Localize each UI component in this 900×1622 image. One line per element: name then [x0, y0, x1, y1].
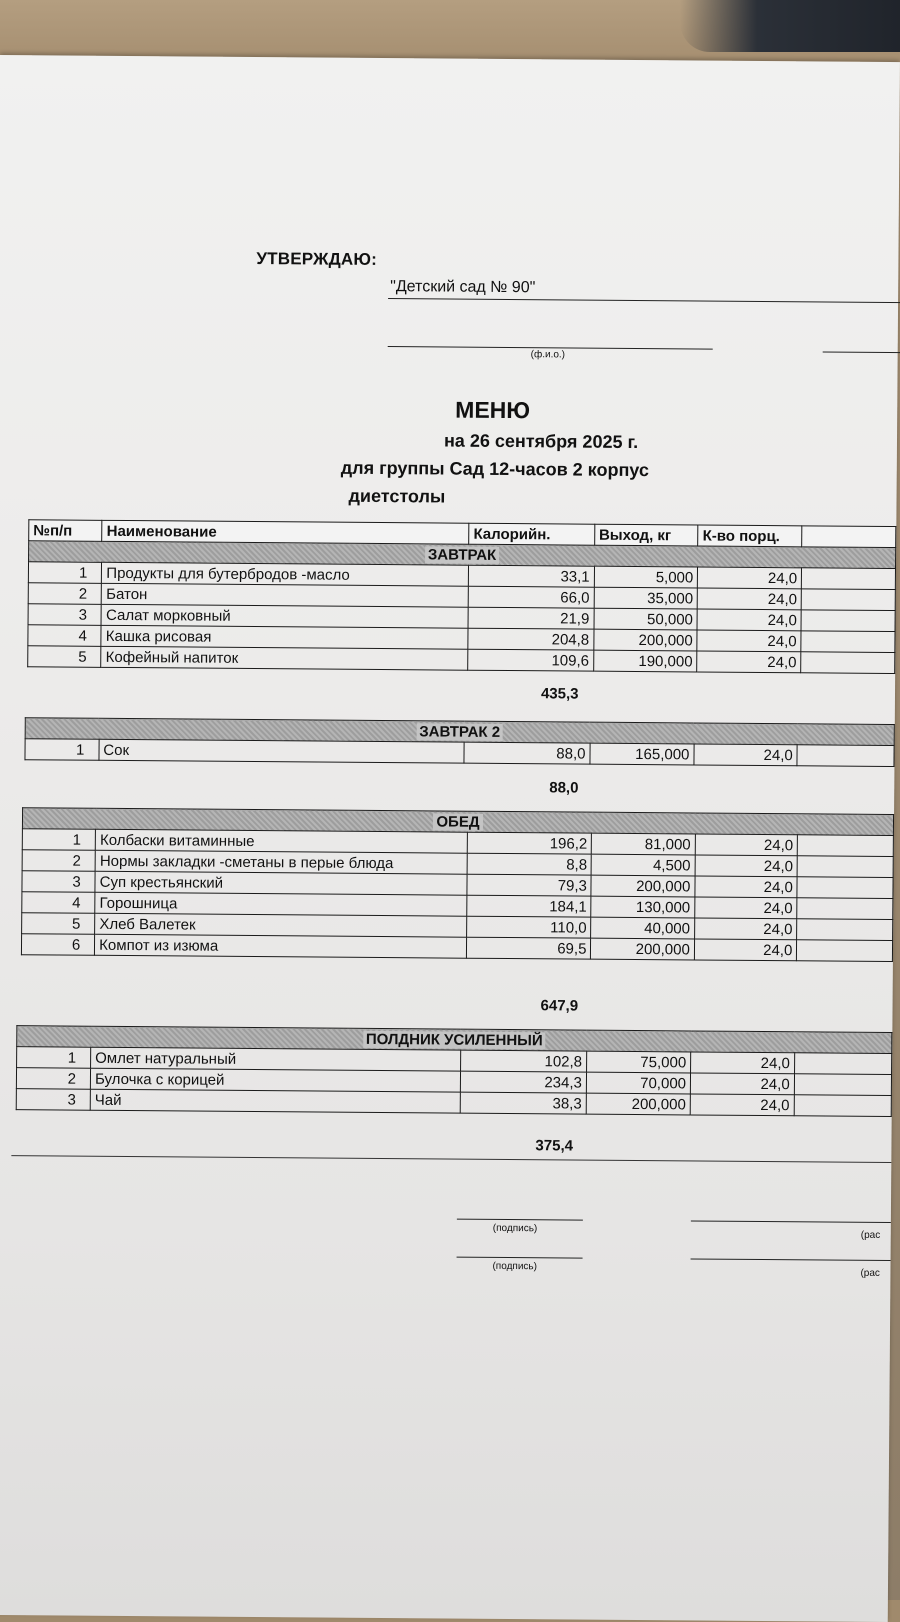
- signature-line-2: [457, 1257, 583, 1259]
- row-name: Сок: [99, 739, 465, 763]
- row-output: 200,000: [591, 938, 695, 960]
- menu-title: МЕНЮ: [455, 396, 531, 424]
- section-title: ОБЕД: [433, 813, 482, 830]
- row-output: 190,000: [593, 650, 697, 672]
- organization-name: "Детский сад № 90": [390, 278, 536, 297]
- row-portions: 24,0: [695, 897, 798, 919]
- row-calories: 33,1: [469, 565, 595, 587]
- col-num-header: №п/п: [29, 520, 103, 542]
- row-calories: 109,6: [468, 649, 594, 671]
- row-portions: 24,0: [690, 1094, 794, 1116]
- row-extra: [802, 568, 896, 590]
- row-extra: [794, 1074, 891, 1096]
- row-name: Горошница: [95, 892, 466, 916]
- row-name: Суп крестьянский: [95, 871, 466, 895]
- row-output: 200,000: [586, 1093, 690, 1115]
- fio-caption: (ф.и.о.): [530, 349, 566, 361]
- row-calories: 234,3: [460, 1071, 587, 1093]
- row-portions: 24,0: [697, 609, 801, 631]
- section-total: 647,9: [540, 997, 579, 1015]
- row-num: 4: [22, 892, 95, 914]
- row-num: 5: [22, 913, 95, 935]
- row-name: Продукты для бутербродов -масло: [102, 562, 469, 586]
- section-title: ПОЛДНИК УСИЛЕННЫЙ: [363, 1030, 546, 1048]
- table-breakfast: [27, 519, 896, 674]
- approve-heading: УТВЕРЖДАЮ:: [256, 249, 378, 269]
- menu-date: на 26 сентября 2025 г.: [443, 430, 639, 453]
- row-name: Батон: [102, 583, 469, 607]
- row-name: Хлеб Валетек: [95, 913, 466, 937]
- row-num: 3: [28, 604, 102, 626]
- row-calories: 204,8: [468, 628, 594, 650]
- row-extra: [797, 856, 893, 878]
- decode-line-1: [691, 1220, 891, 1223]
- row-extra: [797, 898, 893, 920]
- col-calories-header: Калорийн.: [469, 523, 595, 545]
- table-afternoon-snack: [16, 1025, 893, 1117]
- row-calories: 79,3: [466, 874, 591, 896]
- row-name: Колбаски витаминные: [95, 829, 466, 853]
- row-num: 2: [16, 1068, 90, 1090]
- row-portions: 24,0: [698, 588, 802, 610]
- section-title: ЗАВТРАК 2: [416, 723, 503, 741]
- row-output: 50,000: [594, 608, 698, 630]
- decode-caption-2: (рас: [860, 1267, 880, 1279]
- row-output: 5,000: [594, 566, 698, 588]
- menu-diet: диетстолы: [348, 485, 446, 507]
- row-portions: 24,0: [695, 834, 798, 856]
- row-num: 6: [21, 934, 94, 956]
- row-extra: [797, 877, 893, 899]
- row-extra: [798, 835, 894, 857]
- row-portions: 24,0: [695, 876, 798, 898]
- row-extra: [794, 1053, 891, 1075]
- row-calories: 69,5: [466, 937, 591, 959]
- signature-caption-2: (подпись): [492, 1260, 538, 1273]
- row-num: 1: [25, 739, 99, 761]
- row-name: Кашка рисовая: [101, 625, 468, 649]
- row-calories: 8,8: [467, 853, 592, 875]
- row-num: 1: [28, 562, 102, 584]
- row-num: 2: [22, 850, 95, 872]
- table-lunch: [21, 807, 894, 962]
- row-name: Нормы закладки -сметаны в перые блюда: [95, 850, 466, 874]
- section-total: 375,4: [535, 1137, 574, 1155]
- row-num: 1: [22, 829, 95, 851]
- menu-group: для группы Сад 12-часов 2 корпус: [340, 457, 650, 481]
- signature-caption-1: (подпись): [492, 1222, 538, 1235]
- section-title: ЗАВТРАК: [425, 546, 499, 564]
- row-name: Салат морковный: [101, 604, 468, 628]
- row-output: 200,000: [594, 629, 698, 651]
- row-extra: [797, 745, 894, 767]
- row-num: 2: [28, 583, 102, 605]
- section-total: 435,3: [540, 685, 579, 703]
- row-num: 1: [17, 1047, 91, 1069]
- row-output: 70,000: [586, 1072, 690, 1094]
- row-output: 81,000: [592, 833, 696, 855]
- signature-line-1: [457, 1219, 583, 1221]
- row-output: 130,000: [591, 896, 695, 918]
- row-calories: 102,8: [460, 1050, 587, 1072]
- col-output-header: Выход, кг: [594, 524, 698, 546]
- row-calories: 110,0: [466, 916, 591, 938]
- row-name: Компот из изюма: [95, 934, 466, 958]
- row-num: 3: [16, 1089, 90, 1111]
- row-name: Кофейный напиток: [101, 646, 468, 670]
- row-portions: 24,0: [694, 744, 797, 766]
- col-portions-header: К-во порц.: [698, 525, 802, 547]
- row-output: 35,000: [594, 587, 698, 609]
- section-total: 88,0: [549, 779, 579, 797]
- row-calories: 184,1: [466, 895, 591, 917]
- row-portions: 24,0: [697, 651, 801, 673]
- table-breakfast-2: [24, 717, 894, 767]
- row-calories: 88,0: [464, 742, 590, 764]
- row-extra: [801, 589, 895, 611]
- dark-object-corner: [680, 0, 900, 52]
- row-num: 3: [22, 871, 95, 893]
- decode-line-2: [691, 1258, 891, 1261]
- row-calories: 196,2: [467, 832, 592, 854]
- row-extra: [797, 940, 893, 962]
- row-extra: [801, 610, 895, 632]
- row-name: Чай: [90, 1089, 460, 1113]
- col-extra-header: [802, 526, 896, 548]
- row-portions: 24,0: [697, 630, 801, 652]
- decode-caption-1: (рас: [860, 1229, 881, 1241]
- row-output: 4,500: [592, 854, 696, 876]
- row-extra: [801, 652, 895, 674]
- row-portions: 24,0: [690, 1073, 794, 1095]
- row-portions: 24,0: [694, 918, 797, 940]
- row-portions: 24,0: [694, 939, 797, 961]
- bottom-divider: [11, 1155, 891, 1163]
- row-calories: 21,9: [468, 607, 594, 629]
- row-calories: 66,0: [468, 586, 594, 608]
- row-name: Омлет натуральный: [91, 1047, 461, 1071]
- row-output: 40,000: [591, 917, 695, 939]
- organization-underline: [388, 298, 900, 303]
- row-output: 165,000: [590, 743, 694, 765]
- row-portions: 24,0: [691, 1052, 795, 1074]
- row-output: 75,000: [586, 1051, 690, 1073]
- row-num: 4: [28, 625, 102, 647]
- row-portions: 24,0: [698, 567, 802, 589]
- fio-underline-2: [823, 351, 900, 353]
- row-num: 5: [28, 646, 102, 668]
- menu-document: [0, 55, 900, 1622]
- row-output: 200,000: [591, 875, 695, 897]
- row-extra: [794, 1095, 891, 1117]
- row-portions: 24,0: [695, 855, 798, 877]
- col-name-header: Наименование: [102, 520, 469, 544]
- row-name: Булочка с корицей: [90, 1068, 460, 1092]
- row-extra: [797, 919, 893, 941]
- row-extra: [801, 631, 895, 653]
- row-calories: 38,3: [460, 1092, 587, 1114]
